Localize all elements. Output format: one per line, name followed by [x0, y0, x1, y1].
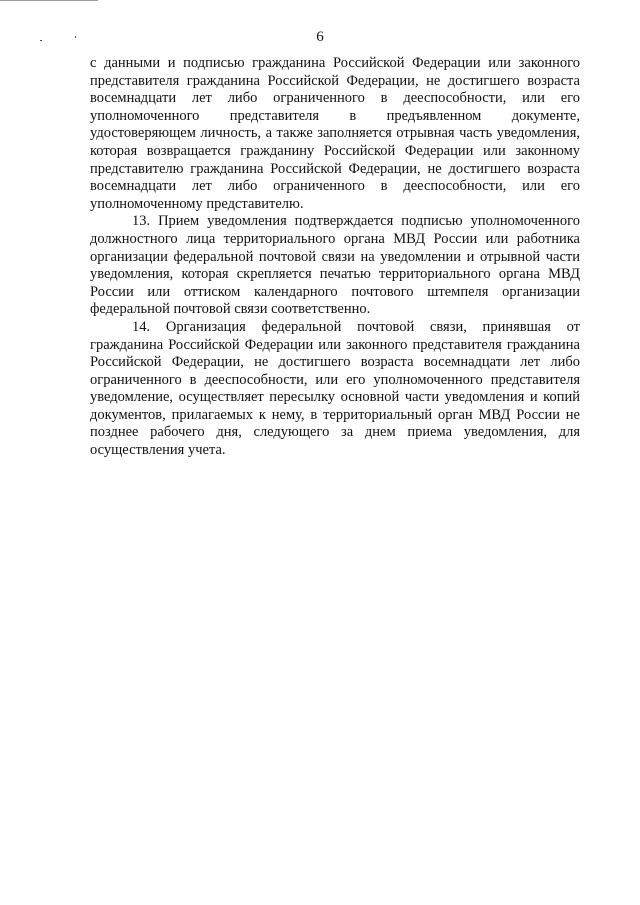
paragraph-continuation: с данными и подписью гражданина Российской Федерации или законного представителя гражданина Российской Федерации, не достигшего возраста восемнадцати лет либо ограниченного в дееспособности, или его уполномоченного представителя в предъявленном документе, удостоверяющем личность, а также заполняется отрывная часть уведомления, которая возвращается гражданину Российской Федерации или законному представителю гражданина Российской Федерации, не достигшего возраста восемнадцати лет либо ограниченного в дееспособности, или его уполномоченному представителю.	[90, 55, 580, 212]
paragraph-13: 13. Прием уведомления подтверждается подписью уполномоченного должностного лица территориального органа МВД России или работника организации федеральной почтовой связи на уведомлении и отрывной части уведомления, которая скрепляется печатью территориального органа МВД России или оттиском календарного почтового штемпеля организации федеральной почтовой связи соответственно.	[90, 213, 580, 318]
paragraph-14: 14. Организация федеральной почтовой связи, принявшая от гражданина Российской Федерации или законного представителя гражданина Российской Федерации, не достигшего возраста восемнадцати лет либо ограниченного в дееспособности, или его уполномоченного представителя уведомление, осуществляет пересылку основной части уведомления и копий документов, прилагаемых к нему, в территориальный орган МВД России не позднее рабочего дня, следующего за днем приема уведомления, для осуществления учета.	[90, 318, 580, 459]
document-body	[90, 55, 580, 460]
scan-edge-line	[0, 0, 98, 1]
page-number: 6	[316, 29, 324, 45]
